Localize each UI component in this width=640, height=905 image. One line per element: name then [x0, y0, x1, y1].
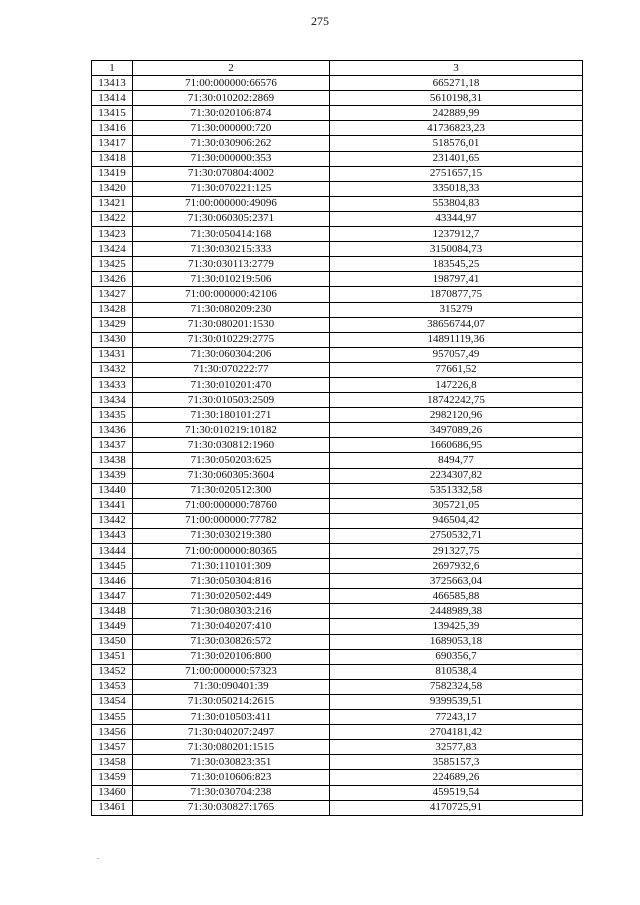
row-number-cell: 13425 [92, 257, 133, 272]
cadastral-number-cell: 71:30:030906:262 [133, 136, 330, 151]
value-cell: 3150084,73 [330, 242, 583, 257]
value-cell: 242889,99 [330, 106, 583, 121]
value-cell: 183545,25 [330, 257, 583, 272]
row-number-cell: 13440 [92, 483, 133, 498]
row-number-cell: 13432 [92, 362, 133, 377]
table-row [92, 649, 583, 664]
cadastral-number-cell: 71:30:050203:625 [133, 453, 330, 468]
cadastral-number-cell: 71:30:180101:271 [133, 408, 330, 423]
cadastral-number-cell: 71:00:000000:66576 [133, 76, 330, 91]
row-number-cell: 13417 [92, 136, 133, 151]
table-row [92, 770, 583, 785]
table-row [92, 785, 583, 800]
table-row [92, 393, 583, 408]
value-cell: 518576,01 [330, 136, 583, 151]
row-number-cell: 13450 [92, 634, 133, 649]
row-number-cell: 13421 [92, 196, 133, 211]
cadastral-number-cell: 71:30:030113:2779 [133, 257, 330, 272]
value-cell: 231401,65 [330, 151, 583, 166]
table-row [92, 242, 583, 257]
column-header-3: 3 [330, 61, 583, 76]
value-cell: 3497089,26 [330, 423, 583, 438]
table-row [92, 211, 583, 226]
row-number-cell: 13449 [92, 619, 133, 634]
cadastral-number-cell: 71:00:000000:49096 [133, 196, 330, 211]
table-row [92, 181, 583, 196]
value-cell: 2234307,82 [330, 468, 583, 483]
row-number-cell: 13456 [92, 725, 133, 740]
row-number-cell: 13439 [92, 468, 133, 483]
row-number-cell: 13433 [92, 377, 133, 392]
row-number-cell: 13428 [92, 302, 133, 317]
column-header-1: 1 [92, 61, 133, 76]
column-header-2: 2 [133, 61, 330, 76]
table-row [92, 498, 583, 513]
value-cell: 315279 [330, 302, 583, 317]
cadastral-number-cell: 71:30:010606:823 [133, 770, 330, 785]
cadastral-number-cell: 71:30:080303:216 [133, 604, 330, 619]
table-row [92, 408, 583, 423]
value-cell: 139425,39 [330, 619, 583, 634]
row-number-cell: 13447 [92, 589, 133, 604]
value-cell: 1870877,75 [330, 287, 583, 302]
cadastral-number-cell: 71:30:010503:2509 [133, 393, 330, 408]
cadastral-number-cell: 71:30:070221:125 [133, 181, 330, 196]
cadastral-number-cell: 71:30:010229:2775 [133, 332, 330, 347]
row-number-cell: 13437 [92, 438, 133, 453]
table-row [92, 483, 583, 498]
cadastral-number-cell: 71:30:010201:470 [133, 377, 330, 392]
table-row [92, 438, 583, 453]
table-row [92, 528, 583, 543]
row-number-cell: 13452 [92, 664, 133, 679]
table-row [92, 136, 583, 151]
table-row [92, 453, 583, 468]
table-row [92, 362, 583, 377]
row-number-cell: 13418 [92, 151, 133, 166]
cadastral-number-cell: 71:30:010219:10182 [133, 423, 330, 438]
table-row [92, 423, 583, 438]
cadastral-number-cell: 71:30:000000:720 [133, 121, 330, 136]
table-row [92, 604, 583, 619]
cadastral-number-cell: 71:00:000000:78760 [133, 498, 330, 513]
value-cell: 665271,18 [330, 76, 583, 91]
cadastral-number-cell: 71:30:030219:380 [133, 528, 330, 543]
row-number-cell: 13442 [92, 513, 133, 528]
value-cell: 553804,83 [330, 196, 583, 211]
value-cell: 335018,33 [330, 181, 583, 196]
table-row [92, 166, 583, 181]
table-row [92, 574, 583, 589]
value-cell: 5610198,31 [330, 91, 583, 106]
row-number-cell: 13459 [92, 770, 133, 785]
row-number-cell: 13441 [92, 498, 133, 513]
cadastral-number-cell: 71:30:020106:800 [133, 649, 330, 664]
table-row [92, 287, 583, 302]
value-cell: 2697932,6 [330, 559, 583, 574]
table-row [92, 257, 583, 272]
cadastral-number-cell: 71:30:000000:353 [133, 151, 330, 166]
row-number-cell: 13416 [92, 121, 133, 136]
row-number-cell: 13435 [92, 408, 133, 423]
table-row [92, 196, 583, 211]
table-row [92, 302, 583, 317]
cadastral-number-cell: 71:30:010503:411 [133, 710, 330, 725]
value-cell: 2982120,96 [330, 408, 583, 423]
value-cell: 41736823,23 [330, 121, 583, 136]
scan-speck [97, 858, 99, 859]
table-row [92, 347, 583, 362]
table-row [92, 151, 583, 166]
cadastral-number-cell: 71:30:030823:351 [133, 755, 330, 770]
row-number-cell: 13420 [92, 181, 133, 196]
table-row [92, 227, 583, 242]
row-number-cell: 13457 [92, 740, 133, 755]
row-number-cell: 13427 [92, 287, 133, 302]
table-row [92, 740, 583, 755]
value-cell: 77243,17 [330, 710, 583, 725]
table-row [92, 589, 583, 604]
table-row [92, 272, 583, 287]
row-number-cell: 13429 [92, 317, 133, 332]
cadastral-number-cell: 71:30:070222:77 [133, 362, 330, 377]
value-cell: 77661,52 [330, 362, 583, 377]
table-row [92, 694, 583, 709]
value-cell: 1660686,95 [330, 438, 583, 453]
row-number-cell: 13448 [92, 604, 133, 619]
row-number-cell: 13424 [92, 242, 133, 257]
row-number-cell: 13444 [92, 544, 133, 559]
table-row [92, 664, 583, 679]
table-row [92, 634, 583, 649]
table-row [92, 317, 583, 332]
cadastral-number-cell: 71:30:030826:572 [133, 634, 330, 649]
value-cell: 198797,41 [330, 272, 583, 287]
value-cell: 32577,83 [330, 740, 583, 755]
value-cell: 43344,97 [330, 211, 583, 226]
table-row [92, 332, 583, 347]
table-row [92, 76, 583, 91]
value-cell: 4170725,91 [330, 800, 583, 815]
row-number-cell: 13451 [92, 649, 133, 664]
table-header-row [92, 61, 583, 76]
table-row [92, 679, 583, 694]
table-row [92, 91, 583, 106]
table-row [92, 513, 583, 528]
row-number-cell: 13434 [92, 393, 133, 408]
value-cell: 7582324,58 [330, 679, 583, 694]
value-cell: 291327,75 [330, 544, 583, 559]
value-cell: 957057,49 [330, 347, 583, 362]
cadastral-number-cell: 71:30:040207:2497 [133, 725, 330, 740]
table-row [92, 121, 583, 136]
cadastral-number-cell: 71:30:020106:874 [133, 106, 330, 121]
row-number-cell: 13413 [92, 76, 133, 91]
cadastral-number-cell: 71:30:080201:1515 [133, 740, 330, 755]
cadastral-number-cell: 71:30:050304:816 [133, 574, 330, 589]
value-cell: 224689,26 [330, 770, 583, 785]
cadastral-number-cell: 71:30:080201:1530 [133, 317, 330, 332]
cadastral-number-cell: 71:30:030812:1960 [133, 438, 330, 453]
table-row [92, 468, 583, 483]
cadastral-number-cell: 71:00:000000:80365 [133, 544, 330, 559]
table-row [92, 725, 583, 740]
value-cell: 9399539,51 [330, 694, 583, 709]
value-cell: 810538,4 [330, 664, 583, 679]
value-cell: 2751657,15 [330, 166, 583, 181]
cadastral-number-cell: 71:30:060305:2371 [133, 211, 330, 226]
row-number-cell: 13431 [92, 347, 133, 362]
cadastral-number-cell: 71:00:000000:77782 [133, 513, 330, 528]
row-number-cell: 13443 [92, 528, 133, 543]
value-cell: 8494,77 [330, 453, 583, 468]
cadastral-number-cell: 71:30:050414:168 [133, 227, 330, 242]
cadastral-number-cell: 71:00:000000:57323 [133, 664, 330, 679]
row-number-cell: 13460 [92, 785, 133, 800]
cadastral-number-cell: 71:30:020512:300 [133, 483, 330, 498]
table-row [92, 106, 583, 121]
row-number-cell: 13423 [92, 227, 133, 242]
value-cell: 459519,54 [330, 785, 583, 800]
cadastral-number-cell: 71:30:110101:309 [133, 559, 330, 574]
row-number-cell: 13458 [92, 755, 133, 770]
cadastral-number-cell: 71:30:030827:1765 [133, 800, 330, 815]
table-row [92, 619, 583, 634]
value-cell: 147226,8 [330, 377, 583, 392]
value-cell: 2750532,71 [330, 528, 583, 543]
cadastral-number-cell: 71:30:060305:3604 [133, 468, 330, 483]
cadastral-number-cell: 71:30:050214:2615 [133, 694, 330, 709]
row-number-cell: 13446 [92, 574, 133, 589]
row-number-cell: 13438 [92, 453, 133, 468]
row-number-cell: 13461 [92, 800, 133, 815]
value-cell: 14891119,36 [330, 332, 583, 347]
cadastral-number-cell: 71:30:070804:4002 [133, 166, 330, 181]
value-cell: 305721,05 [330, 498, 583, 513]
value-cell: 690356,7 [330, 649, 583, 664]
cadastral-value-table [91, 60, 583, 816]
value-cell: 3585157,3 [330, 755, 583, 770]
table-row [92, 710, 583, 725]
value-cell: 466585,88 [330, 589, 583, 604]
value-cell: 1237912,7 [330, 227, 583, 242]
value-cell: 38656744,07 [330, 317, 583, 332]
cadastral-number-cell: 71:30:010219:506 [133, 272, 330, 287]
row-number-cell: 13415 [92, 106, 133, 121]
cadastral-number-cell: 71:30:080209:230 [133, 302, 330, 317]
row-number-cell: 13422 [92, 211, 133, 226]
row-number-cell: 13453 [92, 679, 133, 694]
cadastral-number-cell: 71:30:090401:39 [133, 679, 330, 694]
row-number-cell: 13436 [92, 423, 133, 438]
cadastral-number-cell: 71:30:010202:2869 [133, 91, 330, 106]
page-number: 275 [311, 14, 329, 28]
table-row [92, 544, 583, 559]
cadastral-number-cell: 71:00:000000:42106 [133, 287, 330, 302]
table-row [92, 559, 583, 574]
cadastral-number-cell: 71:30:040207:410 [133, 619, 330, 634]
table-row [92, 377, 583, 392]
row-number-cell: 13455 [92, 710, 133, 725]
value-cell: 18742242,75 [330, 393, 583, 408]
value-cell: 1689053,18 [330, 634, 583, 649]
table-row [92, 800, 583, 815]
row-number-cell: 13445 [92, 559, 133, 574]
cadastral-number-cell: 71:30:020502:449 [133, 589, 330, 604]
cadastral-number-cell: 71:30:030704:238 [133, 785, 330, 800]
value-cell: 5351332,58 [330, 483, 583, 498]
row-number-cell: 13419 [92, 166, 133, 181]
row-number-cell: 13430 [92, 332, 133, 347]
table-row [92, 755, 583, 770]
row-number-cell: 13426 [92, 272, 133, 287]
value-cell: 2448989,38 [330, 604, 583, 619]
row-number-cell: 13454 [92, 694, 133, 709]
value-cell: 3725663,04 [330, 574, 583, 589]
value-cell: 2704181,42 [330, 725, 583, 740]
cadastral-number-cell: 71:30:030215:333 [133, 242, 330, 257]
value-cell: 946504,42 [330, 513, 583, 528]
cadastral-number-cell: 71:30:060304:206 [133, 347, 330, 362]
row-number-cell: 13414 [92, 91, 133, 106]
